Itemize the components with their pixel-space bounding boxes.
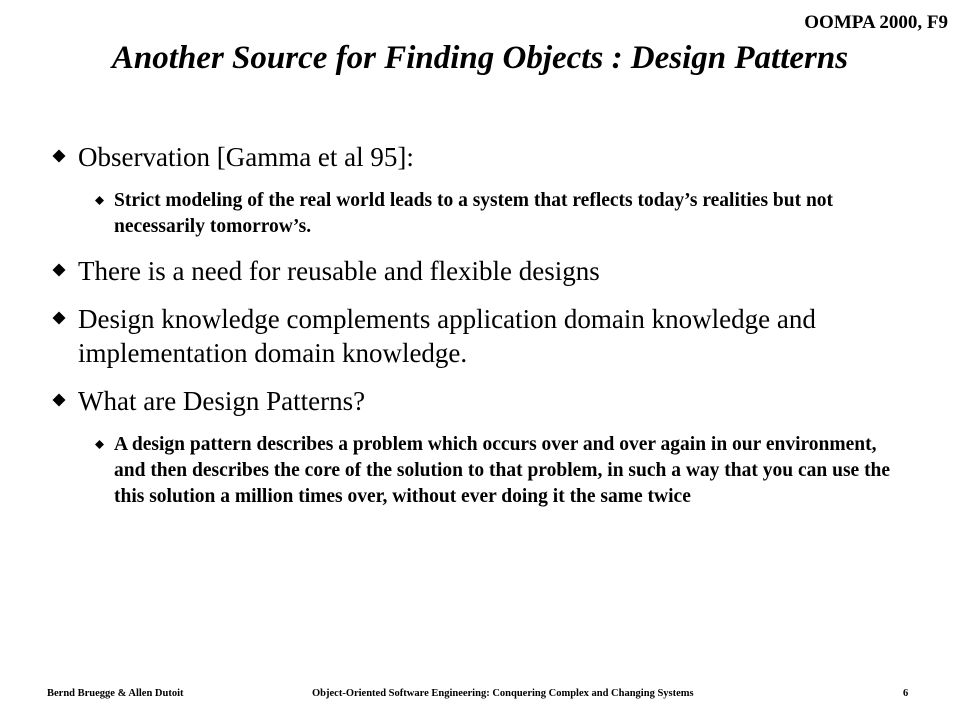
diamond-bullet-icon [52, 302, 78, 325]
page-number: 6 [903, 688, 909, 699]
bullet-text: What are Design Patterns? [78, 386, 366, 416]
course-label: OOMPA 2000, F9 [804, 12, 948, 33]
footer-book-title: Object-Oriented Software Engineering: Conquering Complex and Changing Systems [312, 688, 694, 699]
bullet-item [52, 254, 902, 288]
diamond-bullet-icon [52, 254, 78, 277]
bullet-text: There is a need for reusable and flexible designs [78, 256, 600, 286]
slide-title: Another Source for Finding Objects : Design Patterns [111, 40, 849, 76]
sub-bullet-item [95, 188, 902, 240]
footer-authors: Bernd Bruegge & Allen Dutoit [47, 688, 184, 699]
small-diamond-bullet-icon [95, 432, 114, 449]
diamond-bullet-icon [52, 384, 78, 407]
diamond-bullet-icon [52, 140, 78, 163]
bullet-item [52, 302, 902, 370]
bullet-item [52, 384, 902, 418]
sub-bullet-item [95, 432, 902, 510]
small-diamond-bullet-icon [95, 188, 114, 205]
bullet-text: Design knowledge complements application domain knowledge and implementation domain knowledge. [78, 304, 816, 368]
slide-content [52, 140, 902, 524]
sub-bullet-text: Strict modeling of the real world leads to a system that reflects today’s realities but not necessarily tomorrow’s. [114, 190, 834, 237]
bullet-item [52, 140, 902, 174]
sub-bullet-text: A design pattern describes a problem which occurs over and over again in our environment, and then describes the core of the solution to that problem, in such a way that you can use the this solution a million times over, without ever doing it the same twice [114, 434, 891, 507]
bullet-text: Observation [Gamma et al 95]: [78, 142, 414, 172]
